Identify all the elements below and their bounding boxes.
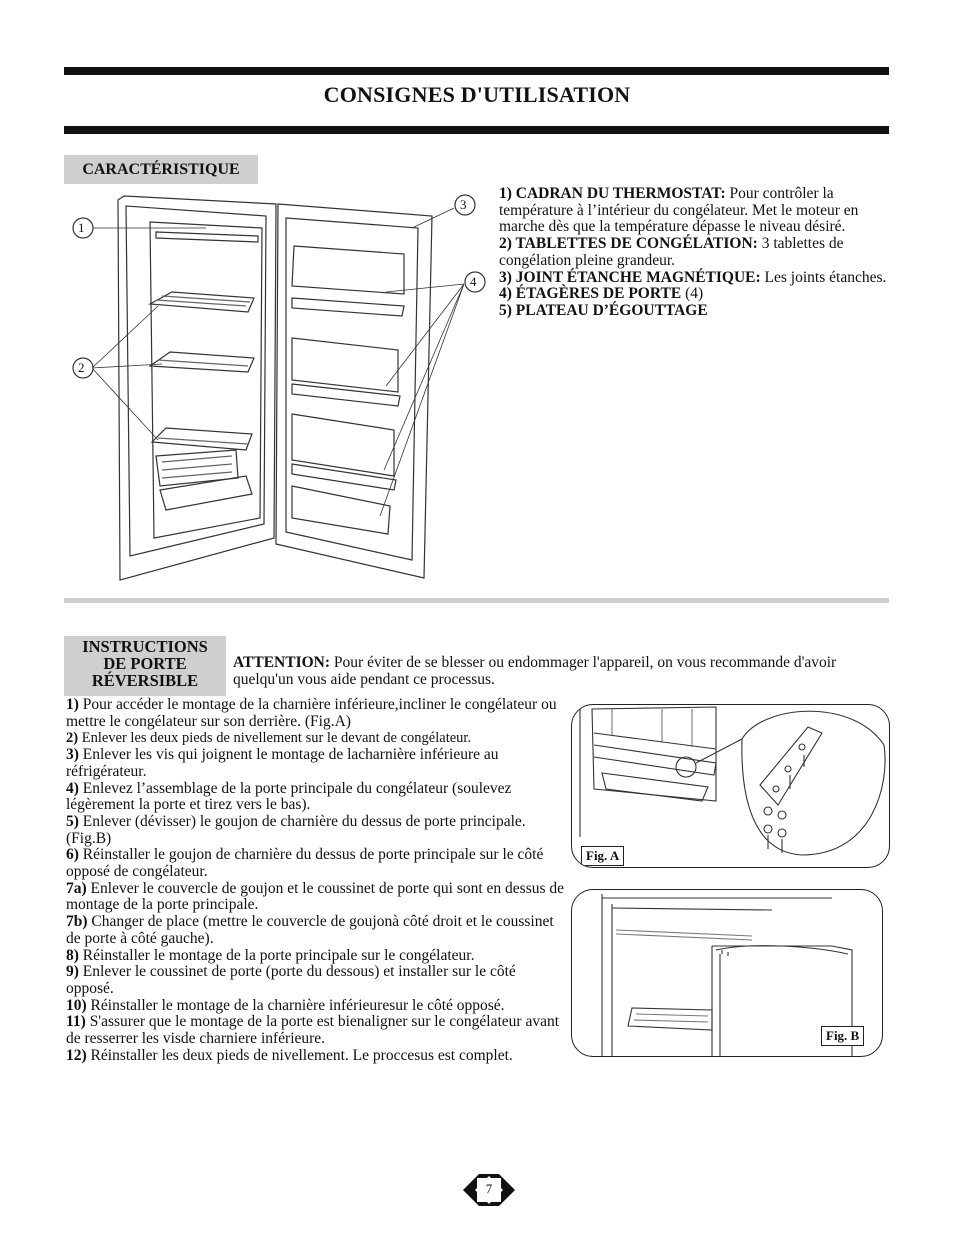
step-item: 7a) Enlever le couvercle de goujon et le coussinet de porte qui sont en dessus de montage de la porte principale.: [66, 879, 565, 914]
features-list: [499, 186, 891, 320]
step-item: 7b) Changer de place (mettre le couvercle de goujonà côté droit et le coussinet de porte à côté gauche).: [66, 913, 554, 947]
instruction-steps: [66, 697, 566, 1064]
step-item: 11) S'assurer que le montage de la porte est bienaligner sur le congélateur avant de resserrer les visde charniere inférieure.: [66, 1013, 560, 1048]
step-item: 3) Enlever les vis qui joignent le montage de lacharnière inférieure au réfrigérateur.: [66, 746, 499, 780]
shelf-2: [150, 352, 254, 372]
feature-item: 1) CADRAN DU THERMOSTAT: Pour contrôler la température à l’intérieur du congélateur. Met le moteur en marche dès que la température dépasse le niveau désiré.: [499, 185, 859, 236]
top-rule: [64, 67, 889, 75]
freezer-illustration: [66, 188, 496, 590]
page-number-badge: [461, 1172, 517, 1208]
page-title: CONSIGNES D'UTILISATION: [323, 82, 631, 107]
step-item: 5) Enlever (dévisser) le goujon de charnière du dessus de porte principale. (Fig.B): [66, 812, 526, 847]
callout-2: 2: [78, 360, 85, 375]
step-item: 2) Enlever les deux pieds de nivellement sur le devant de congélateur.: [66, 730, 472, 747]
callout-1: 1: [78, 220, 85, 235]
feature-item: 3) JOINT ÉTANCHE MAGNÉTIQUE: Les joints étanches.: [499, 268, 887, 286]
feature-item: 4) ÉTAGÈRES DE PORTE (4): [499, 285, 704, 303]
page-number: 7: [485, 1181, 493, 1196]
step-item: 6) Réinstaller le goujon de charnière du dessus de porte principale sur le côté opposé de congélateur.: [66, 846, 544, 881]
step-item: 1) Pour accéder le montage de la charnière inférieure,incliner le congélateur ou mettre le congélateur sur son derrière. (Fig.A): [66, 696, 557, 730]
figure-b: [571, 889, 883, 1057]
title-underline: [64, 126, 889, 134]
feature-item: 2) TABLETTES DE CONGÉLATION: 3 tablettes de congélation pleine grandeur.: [499, 235, 844, 269]
feature-item: 5) PLATEAU D’ÉGOUTTAGE: [499, 301, 708, 319]
shelf-1: [150, 292, 254, 312]
step-item: 12) Réinstaller les deux pieds de nivellement. Le proccesus est complet.: [66, 1046, 513, 1064]
shelf-3: [152, 428, 252, 450]
callout-3: 3: [460, 197, 467, 212]
fig-b-label: Fig. B: [821, 1026, 864, 1046]
step-item: 4) Enlevez l’assemblage de la porte principale du congélateur (soulevez légèrement la porte et tirez vers le bas).: [66, 779, 512, 814]
section-tag-instructions: INSTRUCTIONS DE PORTE RÉVERSIBLE: [64, 636, 226, 696]
fig-a-label: Fig. A: [581, 846, 624, 866]
figure-a: [571, 704, 890, 868]
step-item: 10) Réinstaller le montage de la charnière inférieuresur le côté opposé.: [66, 996, 505, 1014]
callout-4: 4: [470, 274, 477, 289]
step-item: 8) Réinstaller le montage de la porte principale sur le congélateur.: [66, 946, 475, 964]
section-tag-caracteristique: CARACTÉRISTIQUE: [64, 155, 258, 184]
step-item: 9) Enlever le coussinet de porte (porte du dessous) et installer sur le côté opposé.: [66, 963, 516, 997]
section-divider: [64, 598, 889, 603]
attention-note: ATTENTION: Pour éviter de se blesser ou endommager l'appareil, on vous recommande d'avoir quelqu'un vous aide pendant ce processus.: [233, 654, 837, 688]
